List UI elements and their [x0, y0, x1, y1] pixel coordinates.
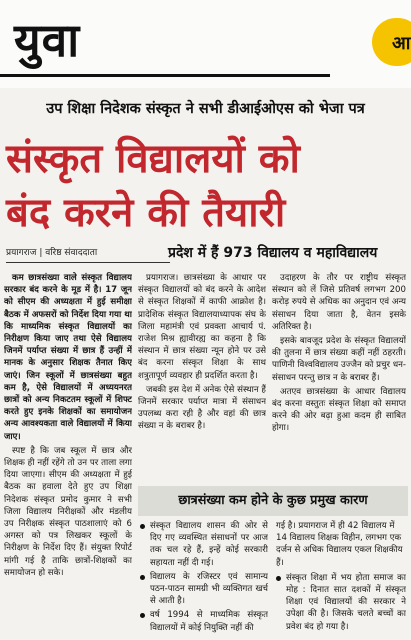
article-column-1 [4, 272, 132, 634]
reason-item [140, 571, 268, 608]
bullet-icon [140, 575, 145, 580]
column-2-paragraph-2: जबकी इस देश में अनेक ऐसे संस्थान हैं जिनमें सरकार पर्याप्त मात्रा में संसाधन उपलब्ध करा रही है और वहां की छात्र संख्या न के बराबर है। [138, 384, 266, 432]
bullet-icon [140, 613, 145, 618]
headline [6, 132, 406, 240]
bullet-icon [276, 576, 281, 581]
article-column-3 [272, 272, 406, 482]
headline-line-2: बंद करने की तैयारी [6, 190, 286, 236]
byline-place: प्रयागराज [6, 248, 37, 258]
byline-author: वरिष्ठ संवाददाता [45, 248, 98, 258]
column-3-paragraph-3: अतएव छात्रसंख्या के आधार विद्यालय बंद करना वस्तुतः संस्कृत शिक्षा को समाप्त करने की ओर बढ़ा हुआ कदम ही साबित होगा। [272, 386, 406, 434]
reasons-list-right [276, 520, 406, 636]
headline-line-1: संस्कृत विद्यालयों को [6, 136, 300, 182]
article-column-2 [138, 272, 266, 482]
subhead: प्रदेश में हैं 973 विद्यालय व महाविद्यालय [168, 245, 378, 261]
reason-text: वर्ष 1994 से माध्यमिक संस्कृत विद्यालयों में कोई नियुक्ति नहीं की [150, 610, 268, 633]
reason-text: विद्यालय के रजिस्टर एवं सामान्य पठन-पाठन सामग्री भी व्यक्तिगत खर्च से आती है। [150, 571, 268, 607]
column-1-lead: कम छात्रसंख्या वाले संस्कृत विद्यालय सरकार बंद करने के मूड में है। 17 जून को सीएम की अध्यक्षता में हुई समीक्षा बैठक में अफसरों को निर्देश दिया गया था कि माध्यमिक संस्कृत विद्यालयों का निरीक्षण किया जाए तथा ऐसे विद्यालय जिनमें पर्याप्त संख्या में छात्र हैं उन्हीं में मानक के अनुसार शिक्षक तैनात किए जाएं। जिन स्कूलों में छात्रसंख्या बहुत कम है, ऐसे विद्यालयों में अध्ययनरत छात्रों को अन्य निकटतम स्कूलों में शिफ्ट करते हुए इनके शिक्षकों का समायोजन अन्य आवश्यकता वाले विद्यालयों में किया जाए। [4, 273, 132, 442]
column-3-paragraph-1: उदाहरण के तौर पर राष्ट्रीय संस्कृत संस्थान को लें जिसे प्रतिवर्ष लगभग 200 करोड़ रुपये से अधिक का अनुदान एवं अन्य संसाधन दिया जाता है, वेतन इसके अतिरिक्त है। [272, 273, 406, 332]
reason-continuation: गई है। प्रयागराज में ही 42 विद्यालय में 14 विद्यालय शिक्षक विहीन, लगभग एक दर्जन से अधिक विद्यालय एकल शिक्षकीय हैं। [276, 521, 403, 568]
kicker-line: उप शिक्षा निदेशक संस्कृत ने सभी डीआईओएस को भेजा पत्र [46, 101, 365, 117]
byline-separator: | [39, 248, 46, 258]
reasons-list-left [140, 520, 268, 636]
reason-item [276, 572, 406, 633]
reason-text: संस्कृत शिक्षा में भय होता समाज का मोह : दिनात सात दशकों में संस्कृत शिक्षा एवं विद्यालयों की सरकार ने उपेक्षा की है। जिसके चलते बच्चों का प्रवेश बंद हो गया है। [286, 572, 406, 632]
masthead [0, 0, 411, 88]
bullet-icon [140, 524, 145, 529]
column-2-paragraph-1: प्रयागराज। छात्रसंख्या के आधार पर संस्कृत विद्यालयों को बंद करने के आदेश से संस्कृत शिक्षकों में काफी आक्रोश है। प्रादेशिक संस्कृत विद्यालयाध्यापक संघ के जिला महामंत्री एवं प्रवक्ता आचार्य पं. राजेश मिश्र ह्यावीरह्य का कहना है कि संस्थान में छात्र संख्या न्यून होने पर उसे बंद करना संस्कृत शिक्षा के साथ शत्रुतापूर्ण व्यवहार ही प्रदर्शित करता है। [138, 273, 266, 381]
section-rule [0, 74, 330, 77]
section-title: युवा [14, 13, 81, 67]
reasons-box-title: छात्रसंख्या कम होने के कुछ प्रमुख कारण [138, 486, 408, 516]
reason-text: संस्कृत विद्यालय शासन की ओर से दिए गए व्यवस्थित संसाधनों पर आज तक चल रहे हैं, इन्हें कोई सरकारी सहायता नहीं दी गई। [150, 521, 268, 568]
column-3-paragraph-2: इसके बावजूद प्रदेश के संस्कृत विद्यालयों की तुलना में छात्र संख्या कहीं नहीं ठहरती। पाणिनी विश्वविद्यालय उज्जैन को प्रचुर धन-संसाधन परन्तु छात्र न के बराबर हैं। [272, 336, 406, 383]
reason-item [140, 609, 268, 633]
badge-label: आ [392, 33, 411, 54]
byline [6, 244, 170, 263]
column-1-paragraph-2: स्पष्ट है कि जब स्कूल में छात्र और शिक्षक ही नहीं रहेंगे तो उन पर ताला लगा दिया जाएगा। सीएम की अध्यक्षता में हुई बैठक का हवाला देते हुए उप शिक्षा निदेशक संस्कृत प्रमोद कुमार ने सभी जिला विद्यालय निरीक्षकों और मंडलीय उप निरीक्षक संस्कृत पाठशालाएं को 6 अगस्त को पत्र लिखकर स्कूलों के निरीक्षण के निर्देश दिए हैं। संयुक्त रिपोर्ट मांगी गई है ताकि छात्रों-शिक्षकों का समायोजन हो सके। [4, 445, 132, 578]
reason-item [140, 520, 268, 569]
